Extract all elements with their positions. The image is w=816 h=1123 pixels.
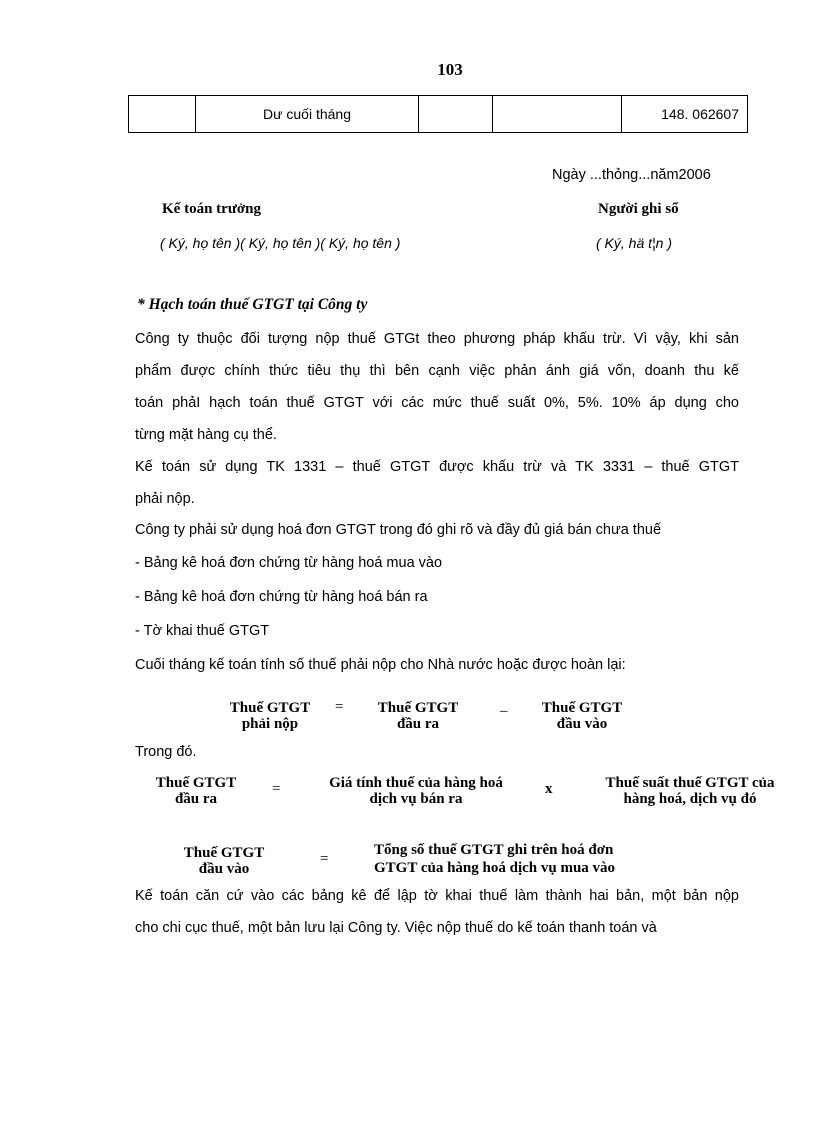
equals-operator: =	[272, 781, 281, 797]
table-row	[129, 96, 748, 133]
paragraph-4: Cuối tháng kế toán tính số thuế phải nộp cho Nhà nước hoặc được hoàn lại:	[135, 657, 626, 673]
list-item: - Bảng kê hoá đơn chứng từ hàng hoá bán ra	[135, 589, 428, 605]
table-cell-label: Dư cuối tháng	[196, 96, 419, 133]
list-item: - Tờ khai thuế GTGT	[135, 623, 270, 639]
paragraph-line: Kế toán căn cứ vào các bảng kê để lập tờ khai thuế làm thành hai bản, một bản nộp	[135, 888, 739, 904]
balance-table	[128, 95, 748, 133]
bookkeeper-note: ( Ký, hä t¦n )	[596, 235, 672, 251]
paragraph-line: Kế toán sử dụng TK 1331 – thuế GTGT được khấu trừ và TK 3331 – thuế GTGT	[135, 459, 739, 475]
paragraph-1	[135, 323, 739, 451]
section-heading: * Hạch toán thuế GTGT tại Công ty	[137, 296, 368, 313]
table-cell	[493, 96, 622, 133]
formula-term: Thuế GTGT đầu ra	[377, 700, 459, 732]
paragraph-3: Công ty phải sử dụng hoá đơn GTGT trong đó ghi rõ và đầy đủ giá bán chưa thuế	[135, 522, 662, 538]
formula-term: Thuế suất thuế GTGT của hàng hoá, dịch vụ đó	[605, 775, 775, 807]
paragraph-line: Công ty thuộc đối tượng nộp thuế GTGt theo phương pháp khấu trừ. Vì vậy, khi sản	[135, 331, 739, 347]
paragraph-5	[135, 880, 739, 944]
page-number: 103	[437, 60, 463, 79]
chief-accountant-note: ( Ký, họ tên )( Ký, họ tên )( Ký, họ tên )	[160, 235, 401, 251]
paragraph-line: phải nộp.	[135, 491, 195, 507]
paragraph-line: cho chi cục thuế, một bản lưu lại Công ty. Việc nộp thuế do kế toán thanh toán và	[135, 920, 657, 936]
table-cell	[419, 96, 493, 133]
formula-term: Thuế GTGT đầu vào	[541, 700, 623, 732]
formula-term: Thuế GTGT đầu vào	[183, 845, 265, 877]
chief-accountant-title: Kế toán trưởng	[162, 201, 261, 217]
multiply-operator: x	[545, 781, 553, 797]
formula-term: Thuế GTGT phải nộp	[229, 700, 311, 732]
paragraph-line: phẩm được chính thức tiêu thụ thì bên cạnh việc phản ánh giá vốn, doanh thu kế	[135, 363, 739, 379]
trong-do-label: Trong đó.	[135, 744, 197, 760]
bookkeeper-title: Người ghi sổ	[598, 201, 679, 217]
paragraph-2	[135, 451, 739, 515]
formula-term: Thuế GTGT đầu ra	[155, 775, 237, 807]
table-cell	[129, 96, 196, 133]
formula-term: Tổng số thuế GTGT ghi trên hoá đơn GTGT của hàng hoá dịch vụ mua vào	[374, 842, 616, 876]
minus-operator: _	[500, 698, 508, 714]
paragraph-line: toán phảI hạch toán thuế GTGT với các mức thuế suất 0%, 5%. 10% áp dụng cho	[135, 395, 739, 411]
table-cell-value: 148. 062607	[622, 96, 748, 133]
list-item: - Bảng kê hoá đơn chứng từ hàng hoá mua vào	[135, 555, 443, 571]
signature-date: Ngày ...thỏng...năm2006	[552, 167, 711, 183]
paragraph-line: từng mặt hàng cụ thể.	[135, 427, 277, 443]
equals-operator: =	[335, 699, 344, 715]
formula-term: Giá tính thuế của hàng hoá dịch vụ bán ra	[329, 775, 503, 807]
equals-operator: =	[320, 851, 329, 867]
